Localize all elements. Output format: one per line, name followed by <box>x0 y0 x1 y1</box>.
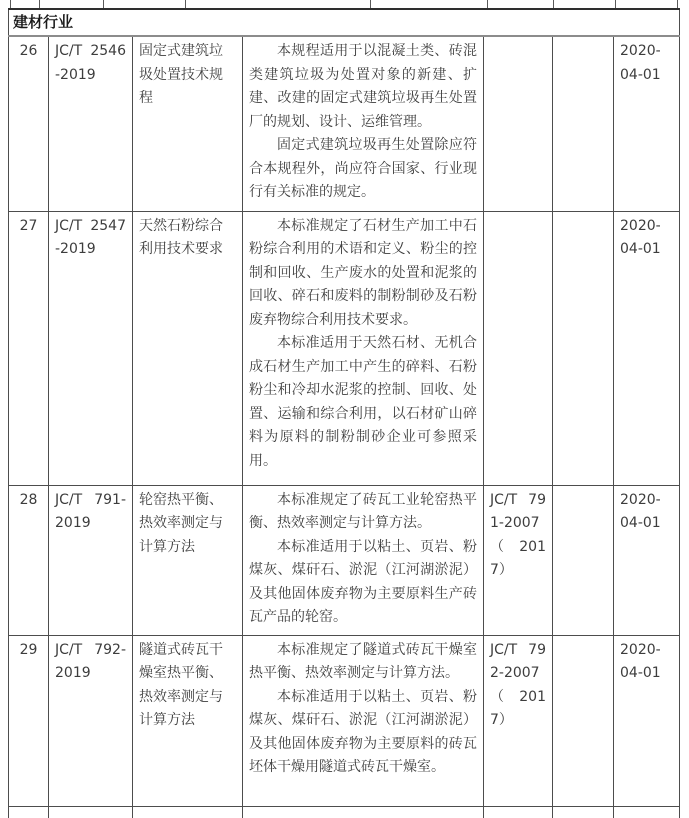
table-grid-tick <box>553 0 554 8</box>
blank-cell <box>553 36 614 211</box>
table-grid-tick <box>487 0 488 8</box>
blank-cell <box>553 211 614 485</box>
scope-description-cell <box>243 635 484 806</box>
scope-paragraph: 本标准规定了石材生产加工中石粉综合利用的术语和定义、粉尘的控制和回收、生产废水的处置和泥浆的回收、碎石和废料的制粉制砂及石粉废弃物综合利用技术要求。 <box>249 217 477 328</box>
table-grid-tick <box>185 0 186 8</box>
scope-paragraph: 本标准适用于天然石材、无机合成石材生产加工中产生的碎料、石粉粉尘和冷却水泥浆的控制、回收、处置、运输和综合利用，以石材矿山碎料为原料的制粉制砂企业可参照采用。 <box>249 335 477 469</box>
partial-next-row-cell <box>614 806 680 818</box>
seq-number-cell: 27 <box>9 211 49 485</box>
blank-cell <box>553 635 614 806</box>
table-grid-tick <box>103 0 104 8</box>
seq-number-cell: 29 <box>9 635 49 806</box>
seq-number-cell: 26 <box>9 36 49 211</box>
replaced-standard-cell: JC/T 791-2007（2017） <box>484 485 553 635</box>
implementation-date-cell: 2020-04-01 <box>614 211 680 485</box>
scope-paragraph: 本标准适用于以粘土、页岩、粉煤灰、煤矸石、淤泥（江河湖淤泥）及其他固体废弃物为主要原料生产砖瓦产品的轮窑。 <box>249 538 477 625</box>
scope-paragraph: 本标准规定了隧道式砖瓦干燥室热平衡、热效率测定与计算方法。 <box>249 641 477 681</box>
section-header: 建材行业 <box>9 9 680 36</box>
standard-name-cell: 轮窑热平衡、热效率测定与计算方法 <box>133 485 243 635</box>
scope-paragraph: 本标准规定了砖瓦工业轮窑热平衡、热效率测定与计算方法。 <box>249 491 477 531</box>
partial-next-row-cell <box>553 806 614 818</box>
table-grid-tick <box>370 0 371 8</box>
implementation-date-cell: 2020-04-01 <box>614 635 680 806</box>
seq-number-cell: 28 <box>9 485 49 635</box>
replaced-standard-cell <box>484 36 553 211</box>
partial-next-row-cell <box>9 806 49 818</box>
table-row <box>9 36 680 211</box>
replaced-standard-cell <box>484 211 553 485</box>
partial-next-row-cell <box>243 806 484 818</box>
standard-code-cell: JC/T 2546-2019 <box>49 36 133 211</box>
implementation-date-cell: 2020-04-01 <box>614 36 680 211</box>
scope-description-cell <box>243 211 484 485</box>
standard-name-cell: 隧道式砖瓦干燥室热平衡、热效率测定与计算方法 <box>133 635 243 806</box>
standard-code-cell: JC/T 792-2019 <box>49 635 133 806</box>
partial-next-row <box>9 806 680 818</box>
scope-description-cell <box>243 36 484 211</box>
partial-next-row-cell <box>484 806 553 818</box>
replaced-standard-cell: JC/T 792-2007（2017） <box>484 635 553 806</box>
partial-next-row-cell <box>133 806 243 818</box>
standards-table <box>8 8 680 818</box>
blank-cell <box>553 485 614 635</box>
standard-code-cell: JC/T 2547-2019 <box>49 211 133 485</box>
table-grid-tick <box>39 0 40 8</box>
section-header-row <box>9 9 680 36</box>
table-grid-tick <box>615 0 616 8</box>
scope-paragraph: 本标准适用于以粘土、页岩、粉煤灰、煤矸石、淤泥（江河湖淤泥）及其他固体废弃物为主要原料的砖瓦坯体干燥用隧道式砖瓦干燥室。 <box>249 688 477 775</box>
standard-name-cell: 固定式建筑垃圾处置技术规程 <box>133 36 243 211</box>
table-grid-tick <box>677 0 678 8</box>
table-row <box>9 635 680 806</box>
previous-table-bottom-edge <box>0 0 689 8</box>
standard-name-cell: 天然石粉综合利用技术要求 <box>133 211 243 485</box>
scope-paragraph: 本规程适用于以混凝土类、砖混类建筑垃圾为处置对象的新建、扩建、改建的固定式建筑垃圾再生处置厂的规划、设计、运维管理。 <box>249 43 477 130</box>
implementation-date-cell: 2020-04-01 <box>614 485 680 635</box>
table-row <box>9 211 680 485</box>
scope-paragraph: 固定式建筑垃圾再生处置除应符合本规程外，尚应符合国家、行业现行有关标准的规定。 <box>249 137 477 200</box>
table-grid-tick <box>10 0 11 8</box>
standard-code-cell: JC/T 791-2019 <box>49 485 133 635</box>
partial-next-row-cell <box>49 806 133 818</box>
table-row <box>9 485 680 635</box>
scope-description-cell <box>243 485 484 635</box>
